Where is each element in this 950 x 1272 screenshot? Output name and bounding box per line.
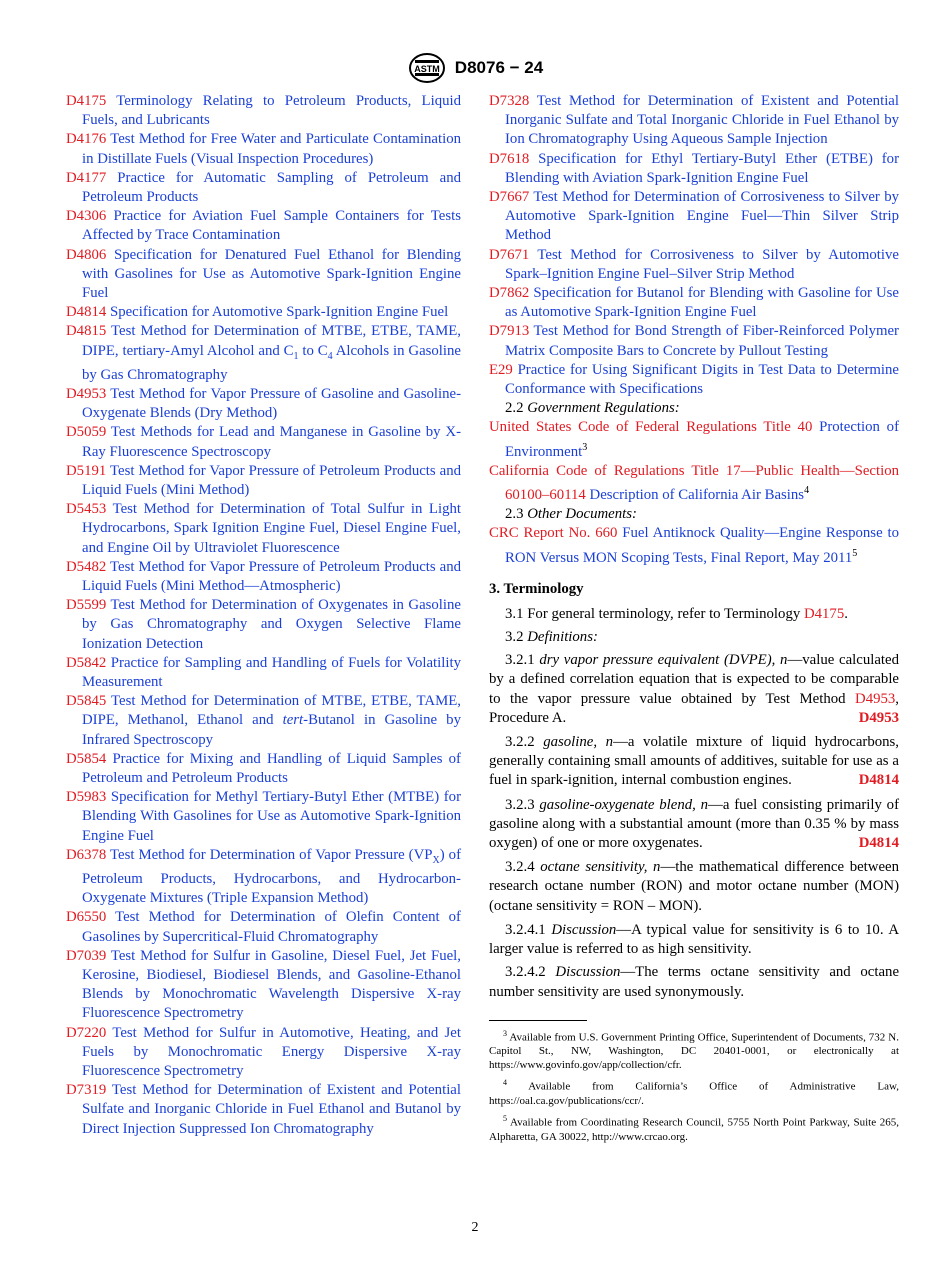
reference-item xyxy=(489,246,899,284)
reference-code[interactable]: D7618 xyxy=(489,150,530,167)
section-number: 2.2 xyxy=(505,400,524,417)
reference-title[interactable] xyxy=(82,693,461,747)
definition-text: —a volatile mixture of liquid hydrocarbons, generally containing small amounts of additives, suitable for use as a fuel in spark-ignition, internal combustion engines. xyxy=(489,734,899,789)
source-tag[interactable]: D4814 xyxy=(858,772,899,789)
reference-code[interactable]: D7862 xyxy=(489,285,530,302)
definition-text: , Procedure A. xyxy=(489,690,899,726)
section-number: 3.2.4.2 xyxy=(505,964,546,981)
title-part: Test Method for Determination of MTBE, ETBE, TAME, DIPE, tertiary-Amyl Alcohol and C xyxy=(82,323,461,359)
defined-term: octane sensitivity, n xyxy=(540,859,661,876)
footnote-number: 4 xyxy=(503,1078,507,1088)
reference-title[interactable]: Test Method for Vapor Pressure of Gasoline and Gasoline-Oxygenate Blends (Dry Method) xyxy=(82,386,461,422)
section-title: Other Documents: xyxy=(527,506,637,523)
subscript: X xyxy=(432,854,440,866)
reference-title[interactable]: Test Methods for Lead and Manganese in Gasoline by X-Ray Fluorescence Spectroscopy xyxy=(82,424,461,460)
reference-item xyxy=(66,322,461,385)
defined-term: gasoline-oxygenate blend, n xyxy=(539,796,709,813)
reference-title[interactable]: Test Method for Determination of Corrosiveness to Silver by Automotive Spark-Ignition Engine Fuel—Thin Silver Strip Method xyxy=(505,189,899,244)
section-title: Definitions: xyxy=(527,629,598,646)
astm-logo-icon xyxy=(407,52,447,84)
reference-code[interactable]: E29 xyxy=(489,361,513,378)
reference-title[interactable] xyxy=(82,847,461,906)
reference-item xyxy=(66,385,461,423)
section-heading-terminology: 3. Terminology xyxy=(489,580,584,597)
reference-title[interactable]: Practice for Using Significant Digits in Test Data to Determine Conformance with Specifications xyxy=(505,361,900,398)
reference-code[interactable]: D7039 xyxy=(66,947,107,964)
subsection-heading xyxy=(489,399,899,418)
footnote-3 xyxy=(489,1027,899,1073)
reference-code[interactable]: D5983 xyxy=(66,789,107,806)
reference-title[interactable]: Specification for Methyl Tertiary-Butyl Ether (MTBE) for Blending With Gasolines for Use as Automotive Spark-Ignition Engine Fuel xyxy=(82,789,461,844)
reference-code[interactable]: D7913 xyxy=(489,323,530,340)
reference-title[interactable]: Specification for Automotive Spark-Ignition Engine Fuel xyxy=(109,304,449,321)
footnote-number: 5 xyxy=(503,1114,507,1124)
reference-code[interactable]: D7667 xyxy=(489,189,530,206)
reference-code[interactable]: United States Code of Federal Regulations Title 40 xyxy=(489,419,813,436)
svg-text:ASTM: ASTM xyxy=(414,64,440,74)
reference-code[interactable]: D4306 xyxy=(66,208,107,225)
reference-code[interactable]: D5453 xyxy=(66,501,107,518)
footnote-divider xyxy=(489,1020,587,1021)
reference-code[interactable]: D4806 xyxy=(66,246,107,263)
reference-link[interactable]: D4175 xyxy=(803,605,845,622)
reference-code[interactable]: D6378 xyxy=(66,846,107,863)
reference-item xyxy=(66,908,461,946)
reference-item xyxy=(66,947,461,1024)
footnote-number: 3 xyxy=(503,1028,507,1038)
paragraph-text: . xyxy=(844,605,848,622)
subscript: 1 xyxy=(293,350,299,362)
reference-code[interactable]: D7220 xyxy=(66,1024,107,1041)
left-column xyxy=(66,92,461,1139)
reference-code[interactable]: D5854 xyxy=(66,750,107,767)
reference-code[interactable]: D4814 xyxy=(66,304,107,321)
reference-item xyxy=(66,169,461,207)
section-title: Government Regulations: xyxy=(527,400,680,417)
source-tag[interactable]: D4953 xyxy=(858,709,899,726)
defined-term: dry vapor pressure equivalent (DVPE), n xyxy=(539,652,788,669)
section-number: 3.2.3 xyxy=(505,796,535,813)
reference-title[interactable]: Description of California Air Basins xyxy=(589,486,805,503)
reference-title[interactable]: Test Method for Vapor Pressure of Petroleum Products and Liquid Fuels (Mini Method) xyxy=(82,462,462,499)
reference-title[interactable]: Practice for Mixing and Handling of Liquid Samples of Petroleum and Petroleum Products xyxy=(82,750,461,787)
definition-gasoline-oxygenate-blend xyxy=(489,796,899,854)
reference-item xyxy=(66,558,461,596)
reference-code[interactable]: D4175 xyxy=(66,93,107,109)
reference-code[interactable]: D5059 xyxy=(66,424,107,441)
reference-title[interactable]: Test Method for Sulfur in Gasoline, Diesel Fuel, Jet Fuel, Kerosine, Biodiesel, Biodiesel Blends, and Gasoline-Ethanol Blends by Monochromatic Wavelength Dispersive X-ray Fluorescence Spectrometry xyxy=(82,947,461,1022)
footnote-text: Available from California’s Office of Administrative Law, https://oal.ca.gov/publications/ccr/. xyxy=(489,1081,899,1108)
reference-item xyxy=(489,188,899,246)
section-number: 3.2 xyxy=(505,629,524,646)
reference-item xyxy=(489,92,899,150)
reference-title[interactable]: Fuel Antiknock Quality—Engine Response to RON Versus MON Scoping Tests, Final Report, May 2011 xyxy=(505,525,899,566)
reference-code[interactable]: D4176 xyxy=(66,131,107,148)
discussion-3-2-4-2 xyxy=(489,963,899,1001)
title-part: Test Method for Determination of MTBE, ETBE, TAME, DIPE, Methanol, Ethanol and xyxy=(82,693,461,729)
paragraph-3-1 xyxy=(489,605,899,624)
definition-dvpe xyxy=(489,651,899,728)
paragraph-text: 3.1 For general terminology, refer to Terminology xyxy=(505,605,804,622)
reference-title[interactable]: Practice for Sampling and Handling of Fuels for Volatility Measurement xyxy=(82,654,461,691)
reference-item xyxy=(66,788,461,846)
reference-title[interactable]: Test Method for Determination of Oxygenates in Gasoline by Gas Chromatography and Oxygen Selective Flame Ionization Detection xyxy=(82,597,461,652)
reference-title[interactable]: Specification for Ethyl Tertiary-Butyl Ether (ETBE) for Blending with Aviation Spark-Ignition Engine Fuel xyxy=(505,150,900,186)
reference-title[interactable]: Test Method for Determination of Olefin Content of Gasolines by Supercritical-Fluid Chromatography xyxy=(82,909,461,945)
reference-title[interactable]: Test Method for Corrosiveness to Silver by Automotive Spark–Ignition Engine Fuel–Silver Strip Method xyxy=(505,246,899,282)
reference-title[interactable]: Test Method for Determination of Existent and Potential Inorganic Sulfate and Total Inorganic Chloride in Fuel Ethanol by Ion Chromatography Using Aqueous Sample Injection xyxy=(505,93,899,148)
reference-item xyxy=(489,322,899,360)
reference-item xyxy=(66,303,461,322)
reference-item xyxy=(489,284,899,322)
definition-gasoline xyxy=(489,733,899,791)
reference-item xyxy=(66,500,461,558)
reference-item xyxy=(66,1081,461,1139)
discussion-3-2-4-1 xyxy=(489,921,899,959)
defined-term: gasoline, n xyxy=(543,734,614,751)
reference-title[interactable]: Specification for Denatured Fuel Ethanol for Blending with Gasolines for Use as Automotive Spark-Ignition Engine Fuel xyxy=(82,246,462,302)
title-italic: tert xyxy=(282,712,304,729)
reference-title[interactable]: Practice for Automatic Sampling of Petroleum and Petroleum Products xyxy=(82,169,461,206)
page-header xyxy=(0,52,950,86)
reference-code[interactable]: California Code of Regulations Title 17—Public Health—Section 60100–60114 xyxy=(489,462,899,503)
reference-title[interactable]: Test Method for Bond Strength of Fiber-Reinforced Polymer Matrix Composite Bars to Concrete by Pullout Testing xyxy=(505,323,899,359)
discussion-text: —A typical value for sensitivity is 6 to 10. A larger value is referred to as high sensitivity. xyxy=(489,921,900,958)
page-number: 2 xyxy=(471,1220,479,1235)
reference-item xyxy=(66,462,461,500)
reference-title[interactable]: Test Method for Free Water and Particulate Contamination in Distillate Fuels (Visual Inspection Procedures) xyxy=(82,131,462,167)
reference-item xyxy=(66,246,461,304)
footnote-marker: 5 xyxy=(852,547,858,559)
title-part: Alcohols in Gasoline by Gas Chromatography xyxy=(82,342,461,383)
reference-code[interactable]: D5191 xyxy=(66,462,107,479)
paragraph-3-2 xyxy=(489,628,899,647)
discussion-text: —The terms octane sensitivity and octane number sensitivity are used synonymously. xyxy=(489,964,900,1000)
reference-item xyxy=(489,524,899,567)
reference-item xyxy=(66,692,461,750)
subsection-heading xyxy=(489,505,899,524)
reference-code[interactable]: D7319 xyxy=(66,1082,107,1099)
section-number: 3.2.4.1 xyxy=(505,921,546,938)
reference-item xyxy=(66,423,461,461)
right-column xyxy=(489,92,899,1148)
section-number: 3.2.2 xyxy=(505,734,535,751)
section-number: 3.2.4 xyxy=(505,859,535,876)
reference-item xyxy=(66,654,461,692)
reference-title[interactable]: Terminology Relating to Petroleum Products, Liquid Fuels, and Lubricants xyxy=(82,93,461,129)
footnote-4 xyxy=(489,1076,899,1108)
reference-title[interactable]: Specification for Butanol for Blending with Gasoline for Use as Automotive Spark-Ignition Engine Fuel xyxy=(505,285,900,321)
reference-title[interactable]: Test Method for Determination of Existent and Potential Sulfate and Inorganic Chloride in Fuel Ethanol and Butanol by Direct Injection Suppressed Ion Chromatography xyxy=(82,1082,461,1137)
discussion-label: Discussion xyxy=(555,964,621,981)
reference-item xyxy=(66,130,461,168)
definition-text: —value calculated by a defined correlation equation that is expected to be comparable to the vapor pressure value obtained by Test Method xyxy=(489,652,900,707)
reference-item xyxy=(66,596,461,654)
reference-item xyxy=(66,750,461,788)
standard-designation: D8076 − 24 xyxy=(454,58,544,77)
reference-item xyxy=(66,92,461,130)
definition-text: —a fuel consisting primarily of gasoline along with a substantial amount (more than 0.35 % by mass oxygen) of one or more oxygenates. xyxy=(489,796,899,852)
reference-item xyxy=(489,462,899,505)
section-number: 3.2.1 xyxy=(505,652,535,669)
reference-code[interactable]: D7671 xyxy=(489,246,530,263)
section-number: 2.3 xyxy=(505,506,524,523)
reference-code[interactable]: D7328 xyxy=(489,93,530,109)
reference-item xyxy=(66,207,461,245)
reference-title[interactable]: Protection of Environment xyxy=(505,419,899,460)
reference-item xyxy=(66,1024,461,1082)
reference-code[interactable]: D5842 xyxy=(66,654,107,671)
reference-code[interactable]: D5482 xyxy=(66,558,107,575)
reference-code[interactable]: D4815 xyxy=(66,323,107,340)
source-tag[interactable]: D4814 xyxy=(858,835,899,852)
title-part: ) of Petroleum Products, Hydrocarbons, and Hydrocarbon-Oxygenate Mixtures (Triple Expansion Method) xyxy=(82,846,462,907)
reference-code[interactable]: D5599 xyxy=(66,597,107,614)
reference-item xyxy=(489,150,899,188)
reference-code[interactable]: D5845 xyxy=(66,693,107,710)
footnote-text: Available from Coordinating Research Council, 5755 North Point Parkway, Suite 265, Alpharetta, GA 30022, http://www.crcao.org. xyxy=(489,1116,899,1143)
footnote-text: Available from U.S. Government Printing Office, Superintendent of Documents, 732 N. Capitol St., NW, Washington, DC 20401-0001, or electronically at https://www.govinfo.gov/app/collection/cfr. xyxy=(489,1031,899,1072)
reference-item xyxy=(489,418,899,461)
subscript: 4 xyxy=(327,350,333,362)
title-part: to C xyxy=(298,342,328,359)
reference-code[interactable]: CRC Report No. 660 xyxy=(489,525,618,542)
reference-title[interactable]: Test Method for Determination of Total Sulfur in Light Hydrocarbons, Spark Ignition Engine Fuel, Diesel Engine Fuel, and Engine Oil by Ultraviolet Fluorescence xyxy=(82,501,461,556)
footnote-5 xyxy=(489,1112,899,1144)
reference-title[interactable] xyxy=(82,323,461,382)
reference-code[interactable]: D6550 xyxy=(66,909,107,926)
reference-title[interactable]: Test Method for Sulfur in Automotive, Heating, and Jet Fuels by Monochromatic Energy Dispersive X-ray Fluorescence Spectrometry xyxy=(82,1024,461,1080)
reference-code[interactable]: D4953 xyxy=(66,386,107,402)
footnote-marker: 3 xyxy=(582,441,588,453)
title-part: Test Method for Determination of Vapor Pressure (VP xyxy=(110,846,433,863)
reference-link[interactable]: D4953 xyxy=(855,690,896,707)
reference-title[interactable]: Practice for Aviation Fuel Sample Containers for Tests Affected by Trace Contamination xyxy=(82,208,461,244)
footnote-marker: 4 xyxy=(804,484,810,496)
discussion-label: Discussion xyxy=(551,921,617,938)
definition-octane-sensitivity xyxy=(489,858,899,916)
definition-text: —the mathematical difference between research octane number (RON) and motor octane number (MON) (octane sensitivity = RON – MON). xyxy=(489,859,899,914)
reference-item xyxy=(66,846,461,909)
reference-title[interactable]: Test Method for Vapor Pressure of Petroleum Products and Liquid Fuels (Mini Method—Atmospheric) xyxy=(82,558,462,595)
title-part: -Butanol in Gasoline by Infrared Spectroscopy xyxy=(82,712,461,748)
reference-code[interactable]: D4177 xyxy=(66,169,107,186)
reference-item xyxy=(489,361,899,399)
